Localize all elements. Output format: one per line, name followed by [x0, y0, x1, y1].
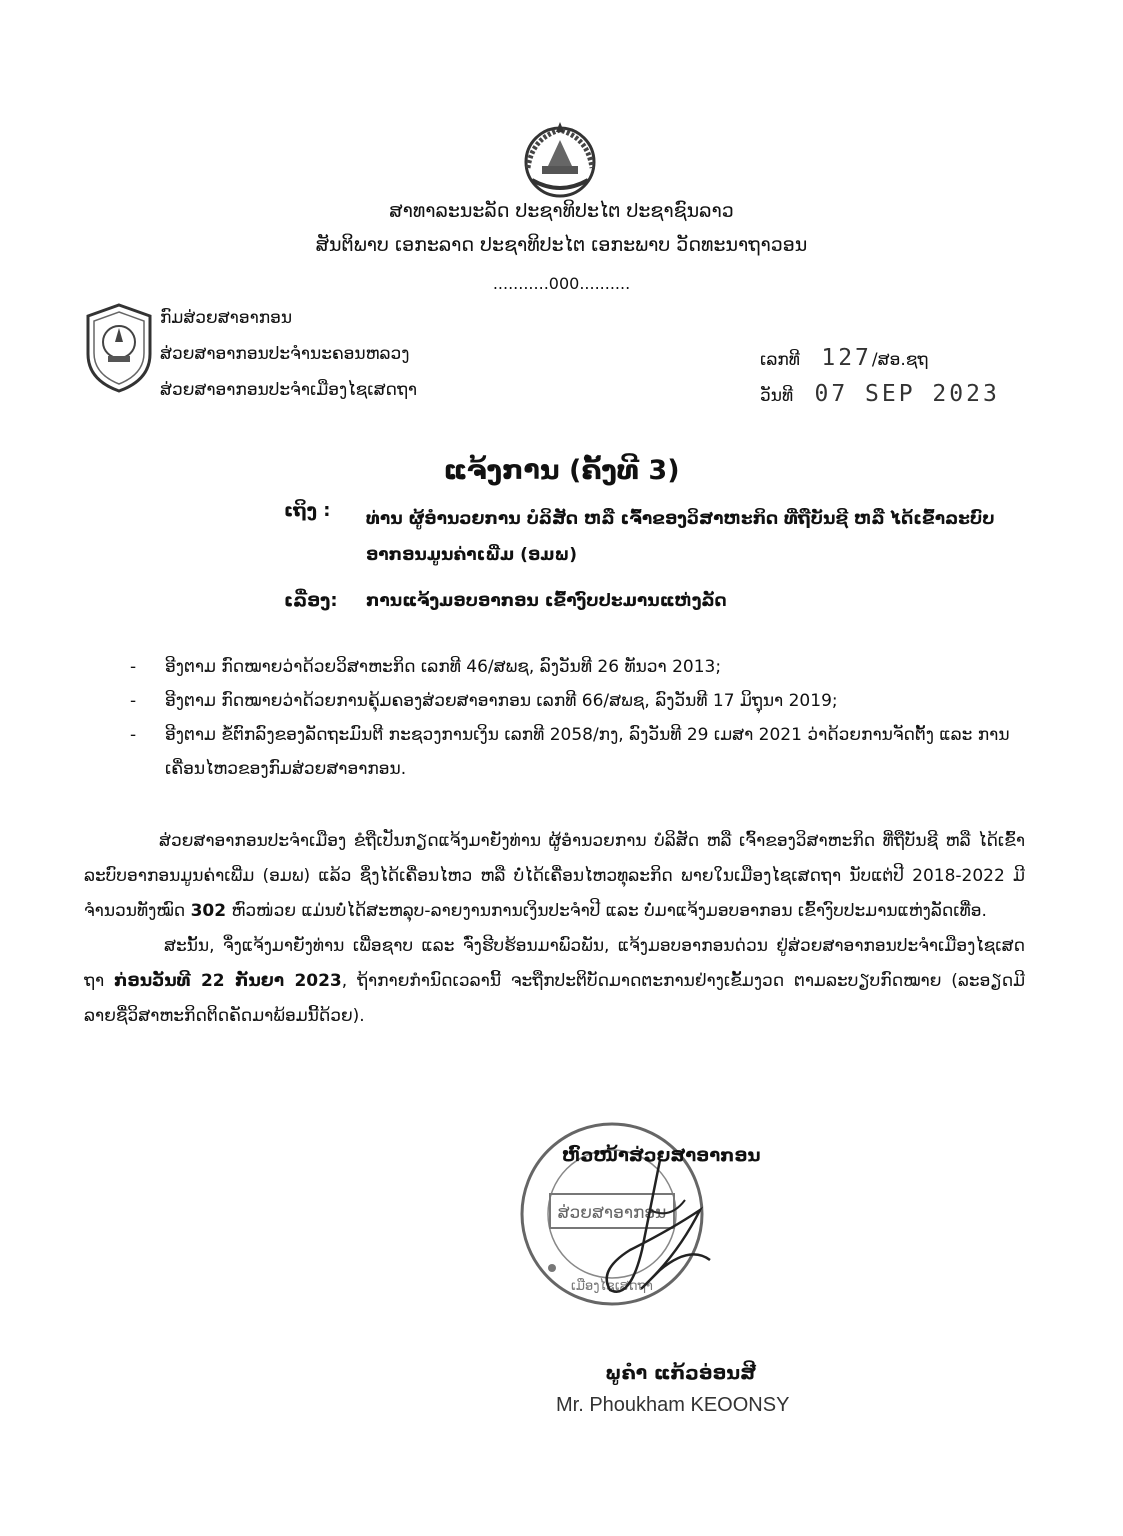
notice-body	[84, 824, 1025, 1034]
signatory-title: ຫົວໜ້າສ່ວຍສາອາກອນ	[562, 1145, 761, 1166]
reference-number-suffix: /ສອ.ຊຖ	[871, 350, 929, 370]
stamp-inner-text: ສ່ວຍສາອາກອນ	[557, 1203, 667, 1223]
body-p1-text-a: ສ່ວຍສາອາກອນປະຈຳເມືອງ ຂໍຖືເປັນກຽດແຈ້ງມາຍັງທ່ານ ຜູ້ອຳນວຍການ ບໍລິສັດ ຫລື ເຈົ້າຂອງວິສາຫະກິດ ທີ່ຖືບັນຊີ ຫລື ໄດ້ເຂົ້າລະບົບອາກອນມູນຄ່າເພີ່ມ (ອມພ) ແລ້ວ ຊຶ່ງໄດ້ເຄື່ອນໄຫວ ຫລື ບໍ່ໄດ້ເຄື່ອນໄຫວທຸລະກິດ ພາຍໃນເມືອງໄຊເສດຖາ ນັບແຕ່ປີ 2018-2022 ມີຈຳນວນທັງໝົດ	[84, 831, 1025, 921]
reference-date-value: 07 SEP 2023	[814, 381, 1000, 407]
signatory-name-lao: ພູຄຳ ແກ້ວອ່ອນສີ	[605, 1362, 756, 1384]
national-emblem-icon	[512, 118, 608, 198]
to-recipient: ທ່ານ ຜູ້ອຳນວຍການ ບໍລິສັດ ຫລື ເຈົ້າຂອງວິສາຫະກິດ ທີ່ຖືບັນຊີ ຫລື ໄດ້ເຂົ້າລະບົບອາກອນມູນຄ່າເພີ່ມ (ອມພ)	[366, 509, 995, 565]
subject-text: ການແຈ້ງມອບອາກອນ ເຂົ້າງົບປະມານແຫ່ງລັດ	[366, 591, 727, 611]
unit-count: 302	[190, 901, 227, 921]
legal-reference-item: - ອີງຕາມ ຂໍ້ຕົກລົງຂອງລັດຖະມົນຕີ ກະຊວງການເງິນ ເລກທີ 2058/ກງ, ລົງວັນທີ 29 ເມສາ 2021 ວ່າດ້ວຍການຈັດຕັ້ງ ແລະ ການເຄື່ອນໄຫວຂອງກົມສ່ວຍສາອາກອນ.	[130, 725, 1010, 779]
tax-department-seal-icon	[84, 302, 154, 394]
reference-number-value: 127	[821, 345, 872, 371]
department-line-2: ສ່ວຍສາອາກອນປະຈຳນະຄອນຫລວງ	[160, 344, 410, 364]
header-divider: ...........000..........	[492, 274, 631, 293]
body-paragraph-1	[84, 824, 1025, 929]
reference-number	[760, 345, 928, 371]
stamp-bottom-text: ເມືອງໄຊເສດຖາ	[571, 1279, 653, 1294]
legal-reference-item: - ອີງຕາມ ກົດໝາຍວ່າດ້ວຍການຄຸ້ມຄອງສ່ວຍສາອາກອນ ເລກທີ 66/ສພຊ, ລົງວັນທີ 17 ມິຖຸນາ 2019;	[130, 691, 838, 711]
notice-title: ແຈ້ງການ (ຄັ້ງທີ 3)	[443, 455, 680, 486]
body-p2-text-b: , ຖ້າກາຍກຳນົດເວລານີ້ ຈະຖືກປະຕິບັດມາດຕະການຢ່າງເຂັ້ມງວດ ຕາມລະບຽບກົດໝາຍ (ລະອຽດມີລາຍຊື່ວິສາຫະກິດຕິດຄັດມາພ້ອມນີ້ດ້ວຍ).	[84, 971, 1026, 1026]
legal-reference-item: - ອີງຕາມ ກົດໝາຍວ່າດ້ວຍວິສາຫະກິດ ເລກທີ 46/ສພຊ, ລົງວັນທີ 26 ທັນວາ 2013;	[130, 657, 722, 677]
reference-date	[760, 381, 1000, 407]
subject-label: ເລື່ອງ:	[284, 590, 338, 611]
body-p1-text-b: ຫົວໜ່ວຍ ແມ່ນບໍ່ໄດ້ສະຫລຸບ-ລາຍງານການເງິນປະຈຳປີ ແລະ ບໍ່ມາແຈ້ງມອບອາກອນ ເຂົ້າງົບປະມານແຫ່ງລັດເທື່ອ.	[231, 901, 987, 921]
handwritten-signature-icon	[590, 1150, 720, 1310]
to-label: ເຖິງ :	[284, 500, 331, 521]
legal-reference-text: ອີງຕາມ ກົດໝາຍວ່າດ້ວຍວິສາຫະກິດ ເລກທີ 46/ສພຊ, ລົງວັນທີ 26 ທັນວາ 2013;	[165, 657, 722, 677]
national-motto: ສັນຕິພາບ ເອກະລາດ ປະຊາທິປະໄຕ ເອກະພາບ ວັດທະນາຖາວອນ	[315, 234, 808, 256]
legal-reference-text: ອີງຕາມ ຂໍ້ຕົກລົງຂອງລັດຖະມົນຕີ ກະຊວງການເງິນ ເລກທີ 2058/ກງ, ລົງວັນທີ 29 ເມສາ 2021 ວ່າດ້ວຍການຈັດຕັ້ງ ແລະ ການເຄື່ອນໄຫວຂອງກົມສ່ວຍສາອາກອນ.	[165, 725, 1010, 779]
department-line-1: ກົມສ່ວຍສາອາກອນ	[160, 308, 293, 328]
deadline-date: ກ່ອນວັນທີ 22 ກັນຍາ 2023	[113, 971, 342, 991]
legal-reference-text: ອີງຕາມ ກົດໝາຍວ່າດ້ວຍການຄຸ້ມຄອງສ່ວຍສາອາກອນ ເລກທີ 66/ສພຊ, ລົງວັນທີ 17 ມິຖຸນາ 2019;	[165, 691, 838, 711]
reference-date-label: ວັນທີ	[760, 386, 794, 406]
legal-references-list	[130, 650, 1025, 786]
reference-number-label: ເລກທີ	[760, 350, 800, 370]
department-line-3: ສ່ວຍສາອາກອນປະຈຳເມືອງໄຊເສດຖາ	[160, 380, 418, 400]
republic-heading: ສາທາລະນະລັດ ປະຊາທິປະໄຕ ປະຊາຊົນລາວ	[389, 200, 734, 222]
body-p2-text-a: ສະນັ້ນ, ຈຶ່ງແຈ້ງມາຍັງທ່ານ ເພື່ອຊາບ ແລະ ຈົ່ງຮີບຮ້ອນມາພົວພັນ, ແຈ້ງມອບອາກອນດ່ວນ ຢູ່ສ່ວຍສາອາກອນປະຈຳເມືອງໄຊເສດຖາ	[84, 936, 1025, 991]
body-paragraph-2	[84, 929, 1025, 1034]
signatory-name-en: Mr. Phoukham KEOONSY	[556, 1394, 790, 1416]
